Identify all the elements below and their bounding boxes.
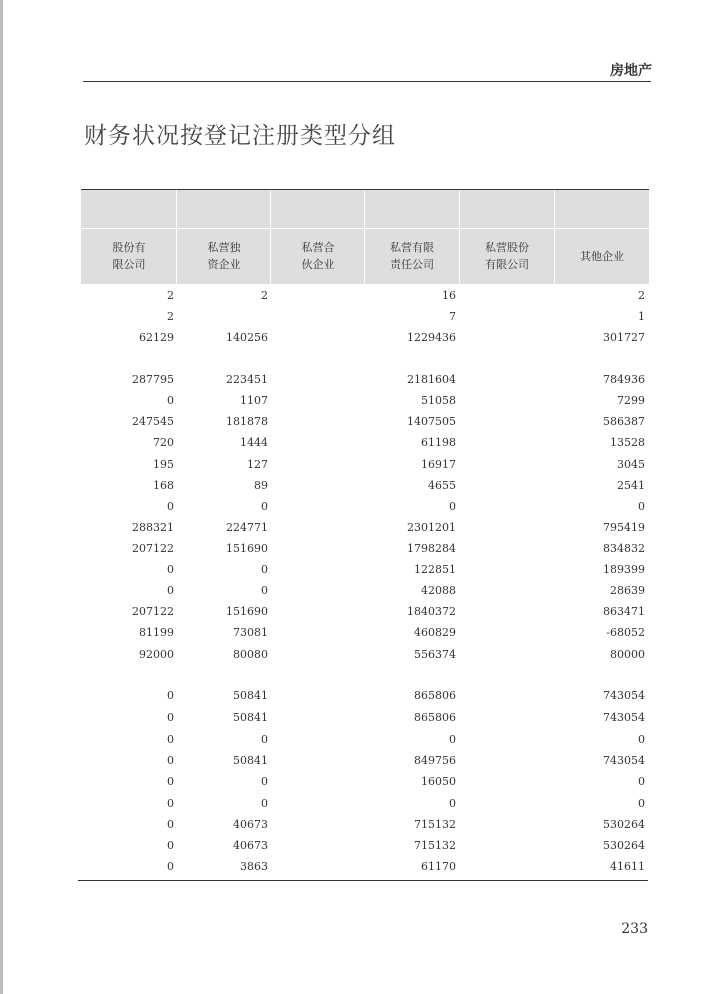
cell-other: 3045 bbox=[617, 458, 645, 471]
cell-other: 2541 bbox=[617, 479, 645, 492]
table-row bbox=[81, 331, 649, 351]
cell-other: 0 bbox=[638, 797, 645, 810]
table-row bbox=[81, 479, 649, 499]
cell-private-sole: 140256 bbox=[226, 331, 268, 344]
cell-private-limited: 16050 bbox=[421, 775, 456, 788]
cell-joint-stock: 0 bbox=[167, 394, 174, 407]
cell-private-sole: 40673 bbox=[233, 839, 268, 852]
column-header-line1: 私营有限 bbox=[390, 241, 434, 254]
cell-joint-stock: 288321 bbox=[132, 521, 174, 534]
cell-joint-stock: 0 bbox=[167, 733, 174, 746]
cell-joint-stock: 287795 bbox=[132, 373, 174, 386]
cell-joint-stock: 720 bbox=[153, 436, 174, 449]
column-header-line1: 其他企业 bbox=[580, 249, 624, 263]
table-row bbox=[81, 500, 649, 520]
cell-joint-stock: 168 bbox=[153, 479, 174, 492]
cell-private-sole: 50841 bbox=[233, 711, 268, 724]
cell-private-limited: 0 bbox=[449, 733, 456, 746]
column-header-line2: 伙企业 bbox=[301, 258, 335, 271]
column-header-private-partnership bbox=[271, 230, 365, 282]
cell-private-sole: 80080 bbox=[233, 648, 268, 661]
page-number: 233 bbox=[621, 921, 648, 937]
cell-private-sole: 3863 bbox=[240, 860, 268, 873]
table-row bbox=[81, 542, 649, 562]
table-row bbox=[81, 818, 649, 838]
table-row bbox=[81, 648, 649, 668]
cell-other: 7299 bbox=[617, 394, 645, 407]
cell-private-sole: 40673 bbox=[233, 818, 268, 831]
cell-other: 1 bbox=[638, 310, 645, 323]
cell-private-sole: 1444 bbox=[240, 436, 268, 449]
cell-joint-stock: 207122 bbox=[132, 605, 174, 618]
cell-private-limited: 865806 bbox=[414, 711, 456, 724]
cell-joint-stock: 92000 bbox=[139, 648, 174, 661]
column-header-line2: 限公司 bbox=[112, 258, 146, 271]
cell-private-limited: 4655 bbox=[428, 479, 456, 492]
section-label: 房地产 bbox=[610, 63, 652, 79]
cell-private-sole: 223451 bbox=[226, 373, 268, 386]
column-header-line1: 私营独 bbox=[207, 241, 241, 254]
cell-other: 863471 bbox=[603, 605, 645, 618]
cell-other: 28639 bbox=[610, 584, 645, 597]
cell-private-sole: 0 bbox=[261, 500, 268, 513]
table-row bbox=[81, 584, 649, 604]
table-row bbox=[81, 436, 649, 456]
cell-private-limited: 1840372 bbox=[407, 605, 456, 618]
column-header-private-sole bbox=[177, 230, 271, 282]
table-row bbox=[81, 373, 649, 393]
cell-joint-stock: 0 bbox=[167, 839, 174, 852]
column-header-line2: 资企业 bbox=[207, 258, 241, 271]
table-row bbox=[81, 605, 649, 625]
cell-other: 2 bbox=[638, 289, 645, 302]
cell-other: 586387 bbox=[603, 415, 645, 428]
column-header-line1: 私营合 bbox=[301, 241, 335, 254]
cell-other: 784936 bbox=[603, 373, 645, 386]
cell-other: 0 bbox=[638, 733, 645, 746]
cell-other: 834832 bbox=[603, 542, 645, 555]
table-row bbox=[81, 626, 649, 646]
cell-private-limited: 460829 bbox=[414, 626, 456, 639]
table-row bbox=[81, 394, 649, 414]
cell-joint-stock: 0 bbox=[167, 584, 174, 597]
cell-other: 189399 bbox=[603, 563, 645, 576]
header-rule bbox=[83, 81, 651, 82]
table-row bbox=[81, 797, 649, 817]
cell-private-limited: 1407505 bbox=[407, 415, 456, 428]
table-row bbox=[81, 310, 649, 330]
column-header-line2: 责任公司 bbox=[390, 258, 434, 271]
cell-private-limited: 2181604 bbox=[407, 373, 456, 386]
cell-other: 0 bbox=[638, 500, 645, 513]
table-row bbox=[81, 839, 649, 859]
cell-joint-stock: 195 bbox=[153, 458, 174, 471]
column-header-line1: 私营股份 bbox=[485, 241, 529, 254]
cell-other: 301727 bbox=[603, 331, 645, 344]
cell-other: 13528 bbox=[610, 436, 645, 449]
column-header-line2: 有限公司 bbox=[485, 258, 529, 271]
cell-joint-stock: 0 bbox=[167, 500, 174, 513]
cell-joint-stock: 0 bbox=[167, 797, 174, 810]
cell-private-sole: 127 bbox=[247, 458, 268, 471]
table-row bbox=[81, 860, 649, 880]
cell-joint-stock: 207122 bbox=[132, 542, 174, 555]
cell-private-sole: 50841 bbox=[233, 754, 268, 767]
cell-joint-stock: 62129 bbox=[139, 331, 174, 344]
cell-joint-stock: 2 bbox=[167, 289, 174, 302]
cell-private-sole: 0 bbox=[261, 584, 268, 597]
cell-private-sole: 73081 bbox=[233, 626, 268, 639]
cell-private-sole: 89 bbox=[254, 479, 268, 492]
table-row bbox=[81, 415, 649, 435]
cell-private-limited: 715132 bbox=[414, 818, 456, 831]
cell-private-limited: 61170 bbox=[421, 860, 456, 873]
cell-private-limited: 7 bbox=[449, 310, 456, 323]
table-row bbox=[81, 521, 649, 541]
cell-joint-stock: 247545 bbox=[132, 415, 174, 428]
cell-joint-stock: 0 bbox=[167, 754, 174, 767]
cell-joint-stock: 0 bbox=[167, 689, 174, 702]
cell-private-limited: 1229436 bbox=[407, 331, 456, 344]
cell-private-sole: 151690 bbox=[226, 542, 268, 555]
cell-private-limited: 122851 bbox=[414, 563, 456, 576]
cell-private-limited: 16917 bbox=[421, 458, 456, 471]
table-row bbox=[81, 289, 649, 309]
cell-private-limited: 556374 bbox=[414, 648, 456, 661]
column-header-private-limited bbox=[365, 230, 459, 282]
cell-private-limited: 2301201 bbox=[407, 521, 456, 534]
cell-other: 41611 bbox=[610, 860, 645, 873]
header-band-divider bbox=[81, 228, 649, 229]
column-header-private-joint-stock bbox=[460, 230, 554, 282]
cell-private-sole: 224771 bbox=[226, 521, 268, 534]
cell-private-limited: 0 bbox=[449, 500, 456, 513]
cell-private-sole: 1107 bbox=[240, 394, 268, 407]
cell-other: 743054 bbox=[603, 711, 645, 724]
cell-private-limited: 1798284 bbox=[407, 542, 456, 555]
cell-private-sole: 50841 bbox=[233, 689, 268, 702]
cell-other: 743054 bbox=[603, 754, 645, 767]
cell-other: 795419 bbox=[603, 521, 645, 534]
cell-private-limited: 42088 bbox=[421, 584, 456, 597]
table-bottom-rule bbox=[78, 880, 648, 881]
cell-private-limited: 0 bbox=[449, 797, 456, 810]
cell-private-limited: 16 bbox=[442, 289, 456, 302]
cell-other: -68052 bbox=[606, 626, 645, 639]
cell-private-limited: 61198 bbox=[421, 436, 456, 449]
cell-joint-stock: 0 bbox=[167, 563, 174, 576]
page-title: 财务状况按登记注册类型分组 bbox=[84, 123, 396, 149]
cell-joint-stock: 2 bbox=[167, 310, 174, 323]
table-row bbox=[81, 711, 649, 731]
cell-joint-stock: 81199 bbox=[139, 626, 174, 639]
table-row bbox=[81, 563, 649, 583]
cell-other: 743054 bbox=[603, 689, 645, 702]
cell-private-sole: 0 bbox=[261, 733, 268, 746]
cell-private-sole: 2 bbox=[261, 289, 268, 302]
column-header-line1: 股份有 bbox=[112, 241, 146, 254]
cell-private-limited: 865806 bbox=[414, 689, 456, 702]
table-row bbox=[81, 754, 649, 774]
cell-private-sole: 0 bbox=[261, 775, 268, 788]
cell-joint-stock: 0 bbox=[167, 860, 174, 873]
cell-private-limited: 715132 bbox=[414, 839, 456, 852]
table-row bbox=[81, 689, 649, 709]
scan-edge bbox=[0, 0, 3, 994]
table-row bbox=[81, 733, 649, 753]
cell-private-sole: 181878 bbox=[226, 415, 268, 428]
cell-private-sole: 151690 bbox=[226, 605, 268, 618]
cell-private-limited: 51058 bbox=[421, 394, 456, 407]
cell-private-sole: 0 bbox=[261, 563, 268, 576]
cell-other: 530264 bbox=[603, 818, 645, 831]
cell-other: 530264 bbox=[603, 839, 645, 852]
cell-other: 0 bbox=[638, 775, 645, 788]
cell-joint-stock: 0 bbox=[167, 818, 174, 831]
cell-joint-stock: 0 bbox=[167, 711, 174, 724]
cell-joint-stock: 0 bbox=[167, 775, 174, 788]
column-header-joint-stock bbox=[82, 230, 176, 282]
cell-private-sole: 0 bbox=[261, 797, 268, 810]
cell-other: 80000 bbox=[610, 648, 645, 661]
table-row bbox=[81, 775, 649, 795]
column-header-other bbox=[555, 230, 649, 282]
table-row bbox=[81, 458, 649, 478]
cell-private-limited: 849756 bbox=[414, 754, 456, 767]
